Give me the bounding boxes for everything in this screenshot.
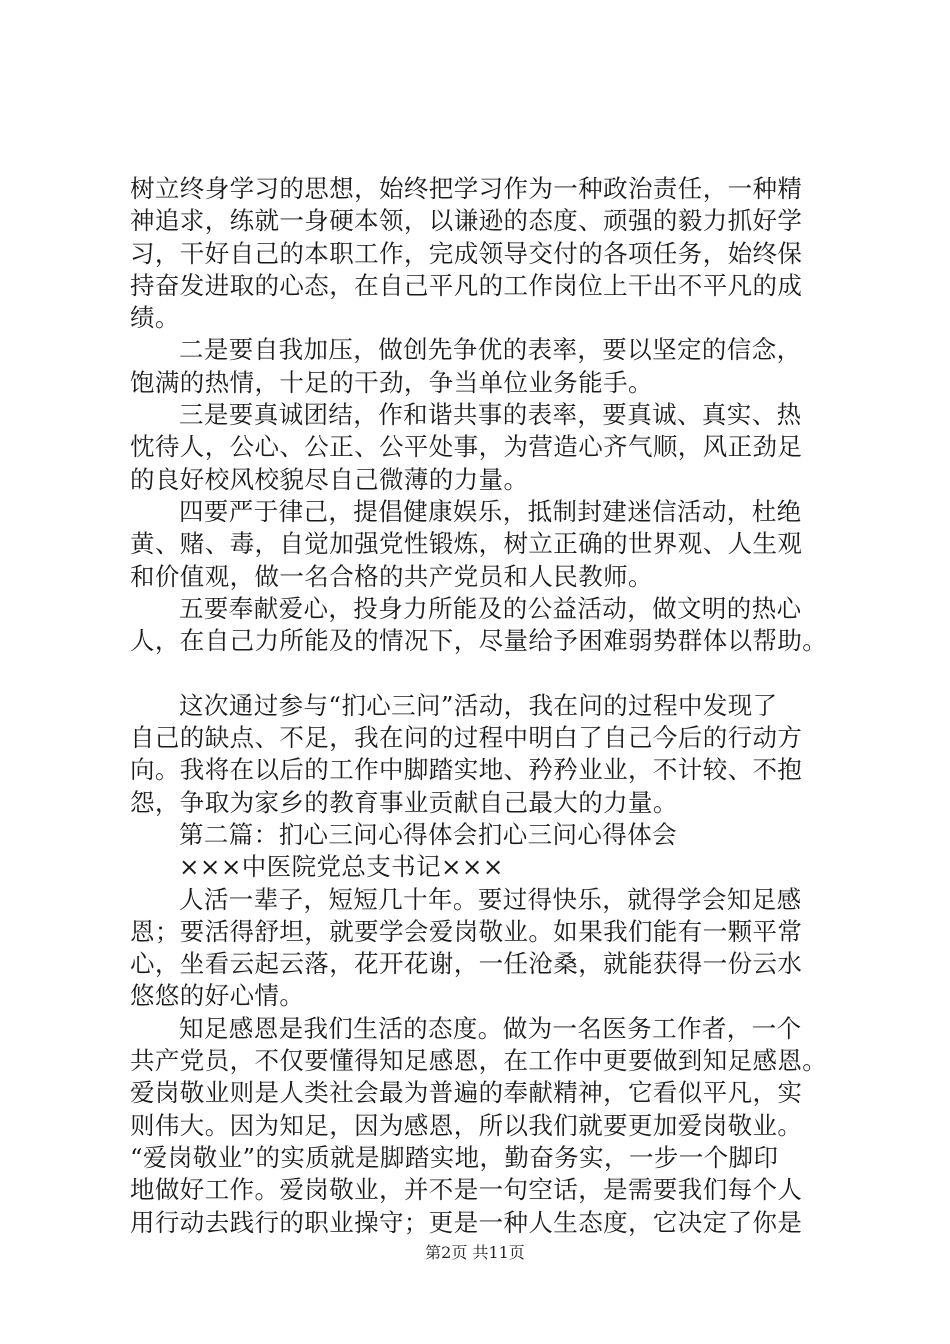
blank-line	[130, 657, 855, 689]
page-number: 第2页 共11页	[425, 1243, 525, 1262]
text-line: 人，在自己力所能及的情况下，尽量给予困难弱势群体以帮助。	[130, 626, 828, 656]
text-line: 则伟大。因为知足，因为感恩，所以我们就要更加爱岗敬业。	[130, 1110, 803, 1140]
text-line: 自己的缺点、不足，我在问的过程中明白了自己今后的行动方	[130, 723, 803, 753]
text-line: 爱岗敬业则是人类社会最为普遍的奉献精神，它看似平凡，实	[130, 1078, 803, 1108]
text-line: 恩；要活得舒坦，就要学会爱岗敬业。如果我们能有一颗平常	[130, 916, 803, 946]
text-line: 忱待人，公心、公正、公平处事，为营造心齐气顺，风正劲足	[130, 432, 803, 462]
text-line: 共产党员，不仅要懂得知足感恩，在工作中更要做到知足感恩。	[130, 1046, 828, 1076]
text-line: ×××中医院党总支书记×××	[179, 852, 504, 882]
text-line: 第二篇：扪心三问心得体会扪心三问心得体会	[179, 819, 677, 849]
text-line: 五要奉献爱心，投身力所能及的公益活动，做文明的热心	[179, 593, 802, 623]
text-line: 四要严于律己，提倡健康娱乐，抵制封建迷信活动，杜绝	[179, 496, 802, 526]
text-line: 饱满的热情，十足的干劲，争当单位业务能手。	[130, 367, 653, 397]
text-line: 绩。	[130, 303, 180, 333]
text-line: 神追求，练就一身硬本领，以谦逊的态度、顽强的毅力抓好学	[130, 206, 803, 236]
text-line: 用行动去践行的职业操守；更是一种人生态度，它决定了你是	[130, 1207, 803, 1237]
text-line: 持奋发进取的心态，在自己平凡的工作岗位上干出不平凡的成	[130, 270, 803, 300]
text-line: 怨，争取为家乡的教育事业贡献自己最大的力量。	[130, 787, 678, 817]
text-line: 二是要自我加压，做创先争优的表率，要以坚定的信念，	[179, 335, 802, 365]
text-line: 向。我将在以后的工作中脚踏实地、矜矜业业，不计较、不抱	[130, 755, 803, 785]
text-line: 这次通过参与“扪心三问”活动，我在问的过程中发现了	[179, 690, 778, 720]
text-line: 知足感恩是我们生活的态度。做为一名医务工作者，一个	[179, 1013, 802, 1043]
text-line: 三是要真诚团结，作和谐共事的表率，要真诚、真实、热	[179, 400, 802, 430]
text-line: 黄、赌、毒，自觉加强党性锻炼，树立正确的世界观、人生观	[130, 529, 803, 559]
text-line: 习，干好自己的本职工作，完成领导交付的各项任务，始终保	[130, 238, 803, 268]
text-line: 地做好工作。爱岗敬业，并不是一句空话，是需要我们每个人	[130, 1175, 803, 1205]
text-line: 和价值观，做一名合格的共产党员和人民教师。	[130, 561, 653, 591]
text-line: “爱岗敬业”的实质就是脚踏实地，勤奋务实，一步一个脚印	[130, 1142, 779, 1172]
text-line: 树立终身学习的思想，始终把学习作为一种政治责任，一种精	[130, 174, 803, 203]
text-line: 的良好校风校貌尽自己微薄的力量。	[130, 464, 529, 494]
text-line: 人活一辈子，短短几十年。要过得快乐，就得学会知足感	[179, 884, 802, 914]
document-body	[130, 173, 855, 1239]
text-line: 悠悠的好心情。	[130, 981, 305, 1011]
text-line: 心，坐看云起云落，花开花谢，一任沧桑，就能获得一份云水	[130, 949, 803, 979]
